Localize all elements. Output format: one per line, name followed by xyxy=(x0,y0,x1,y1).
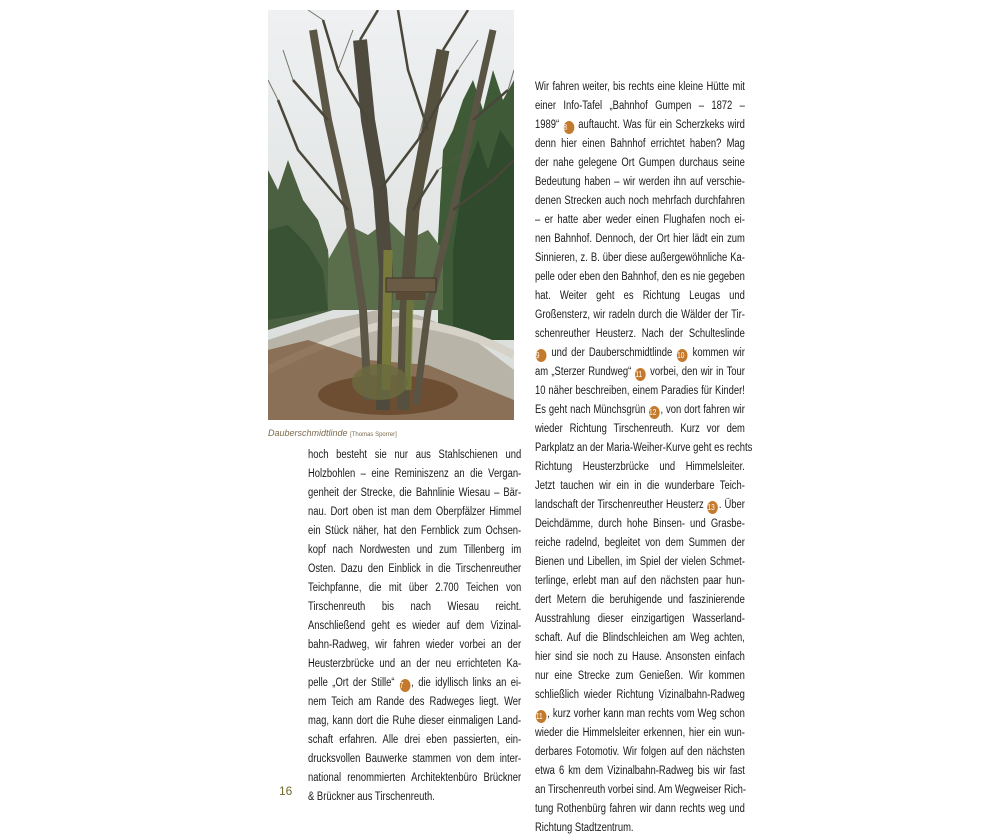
waypoint-marker: 8 xyxy=(563,121,574,134)
text-segment: pelle „Ort der Stille“ xyxy=(308,677,399,689)
text-line xyxy=(535,344,745,363)
waypoint-marker: 11 xyxy=(635,368,646,381)
text-line: Ausstrahlung dieser einzigartigen Wasserland- xyxy=(535,613,745,625)
text-line: Richtung Heusterzbrücke und Himmelsleiter. xyxy=(535,461,745,473)
caption-credit: [Thomas Sporrer] xyxy=(350,432,397,438)
text-line: Heusterzbrücke und an der neu errichteten Ka- xyxy=(308,658,522,670)
text-line: Teichpfanne, die mit über 2.700 Teichen von xyxy=(308,582,522,594)
text-line: nen Bahnhof. Dennoch, der Ort hier lädt ein zum xyxy=(535,233,745,245)
text-line: genheit der Strecke, die Bahnlinie Wiesau – Bär- xyxy=(308,487,522,499)
text-line: denen Strecken auch noch mehrfach durchfahren xyxy=(535,195,745,207)
waypoint-marker: 10 xyxy=(677,349,688,362)
text-line: wieder die Himmelsleiter erkennen, hier ein wun- xyxy=(535,727,745,739)
text-line xyxy=(535,116,745,135)
text-line xyxy=(535,401,745,420)
waypoint-marker: 9 xyxy=(536,349,547,362)
text-line: Parkplatz an der Maria-Weiher-Kurve geht es rechts xyxy=(535,442,753,454)
text-line: schaft erfahren. Alle drei eben passierten, ein- xyxy=(308,734,522,746)
text-line: schaft. Auf die Blindschleichen am Weg achten, xyxy=(535,632,745,644)
text-segment: landschaft der Tirschenreuther Heusterz xyxy=(535,499,707,511)
text-line: Osten. Dazu den Einblick in die Tirschenreuther xyxy=(308,563,522,575)
text-line: Wir fahren weiter, bis rechts eine kleine Hütte mit xyxy=(535,81,745,93)
text-line xyxy=(535,363,745,382)
text-line: Deichdämme, durch hohe Binsen- und Grasbe- xyxy=(535,518,745,530)
text-line: mag, kann dort die Ruhe dieser einmaligen Land- xyxy=(308,715,522,727)
waypoint-marker: 12 xyxy=(649,406,660,419)
text-line xyxy=(308,674,521,693)
text-line: Jetzt tauchen wir ein in die wunderbare Teich- xyxy=(535,480,745,492)
text-line: an Tirschenreuth vorbei sind. Am Wegweiser Rich- xyxy=(535,784,747,796)
text-line: Richtung Stadtzentrum. xyxy=(535,822,634,834)
text-line: nur eine Strecke zum Genießen. Wir kommen xyxy=(535,670,745,682)
photo-caption xyxy=(268,428,528,438)
caption-text: Dauberschmidtlinde xyxy=(268,428,348,438)
text-line xyxy=(535,496,745,515)
text-line: Anschließend geht es wieder auf dem Vizinal- xyxy=(308,620,522,632)
text-line: schließlich wieder Richtung Vizinalbahn-Radweg xyxy=(535,689,745,701)
text-line: Holzbohlen – eine Reminiszenz an die Vergan- xyxy=(308,468,522,480)
text-line: Sinnieren, z. B. über diese außergewöhnliche Ka- xyxy=(535,252,745,264)
text-segment: , die idyllisch links an ei- xyxy=(411,677,522,689)
text-line: national renommierten Architektenbüro Brückner xyxy=(308,772,522,784)
waypoint-marker: 7 xyxy=(400,679,411,692)
text-line: denn hier einen Bahnhof errichtet haben? Mag xyxy=(535,138,745,150)
text-line: bahn-Radweg, wir fahren wieder vorbei an der xyxy=(308,639,522,651)
text-line xyxy=(535,705,745,724)
waypoint-marker: 13 xyxy=(707,501,718,514)
text-line: hier sind sie noch zu Hause. Ansonsten einfach xyxy=(535,651,745,663)
text-line: Bienen und Libellen, im Spiel der vielen Schmet- xyxy=(535,556,745,568)
text-segment: am „Sterzer Rundweg“ xyxy=(535,366,635,378)
text-segment: 1989“ xyxy=(535,119,563,131)
page-number: 16 xyxy=(279,784,293,798)
text-line: etwa 6 km dem Vizinalbahn-Radweg bis wir fast xyxy=(535,765,745,777)
text-line: derbares Fotomotiv. Wir folgen auf den nächsten xyxy=(535,746,745,758)
text-line: hoch besteht sie nur aus Stahlschienen und xyxy=(308,449,522,461)
text-segment: auftaucht. Was für ein Scherzkeks wird xyxy=(574,119,745,131)
text-line: schenreuther Heusterz. Nach der Schulteslinde xyxy=(535,328,745,340)
text-line: Großensterz, wir radeln durch die Wälder der Tir- xyxy=(535,309,745,321)
text-line: drucksvollen Bauwerke stammen von dem inter- xyxy=(308,753,522,765)
text-line: der nahe gelegene Ort Gumpen durchaus seine xyxy=(535,157,745,169)
text-segment: und der Dauberschmidtlinde xyxy=(547,347,677,359)
tree-photo xyxy=(268,10,514,420)
left-text-column xyxy=(308,446,521,807)
text-line: tung Rothenbürg fahren wir dann rechts weg und xyxy=(535,803,745,815)
text-line: pelle oder eben den Bahnhof, den es nie gegeben xyxy=(535,271,745,283)
text-segment: Es geht nach Münchsgrün xyxy=(535,404,649,416)
text-line: nem Teich am Rande des Radweges liegt. Wer xyxy=(308,696,522,708)
text-segment: , von dort fahren wir xyxy=(660,404,745,416)
text-line: – er hatte aber weder einen Flughafen noch ei- xyxy=(535,214,745,226)
text-line: Bedeutung haben – wir werden ihn auf verschie- xyxy=(535,176,745,188)
text-segment: kommen wir xyxy=(688,347,745,359)
text-line: einer Info-Tafel „Bahnhof Gumpen – 1872 – xyxy=(535,100,745,112)
waypoint-marker: 11 xyxy=(536,710,547,723)
text-line: terlinge, erlebt man auf den nächsten paar hun- xyxy=(535,575,745,587)
text-line: ein Stück näher, hat den Fernblick zum Ochsen- xyxy=(308,525,522,537)
text-line: Tirschenreuth bis nach Wiesau reicht. xyxy=(308,601,522,613)
text-line: kopf nach Nordwesten und zum Tillenberg im xyxy=(308,544,522,556)
text-line: & Brückner aus Tirschenreuth. xyxy=(308,791,435,803)
text-segment: vorbei, den wir in Tour xyxy=(646,366,745,378)
text-line: hat. Weiter geht es Richtung Leugas und xyxy=(535,290,745,302)
text-line: nau. Dort oben ist man dem Oberpfälzer Himmel xyxy=(308,506,522,518)
text-line: dert Metern die beruhigende und faszinierende xyxy=(535,594,745,606)
text-segment: . Über xyxy=(718,499,745,511)
text-line: reiche radelnd, begleitet von dem Summen der xyxy=(535,537,745,549)
text-line: wieder Richtung Tirschenreuth. Kurz vor dem xyxy=(535,423,745,435)
right-text-column xyxy=(535,78,753,838)
text-segment: , kurz vorher kann man rechts vom Weg schon xyxy=(547,708,745,720)
text-line: 10 näher beschreiben, einem Paradies für Kinder! xyxy=(535,385,745,397)
